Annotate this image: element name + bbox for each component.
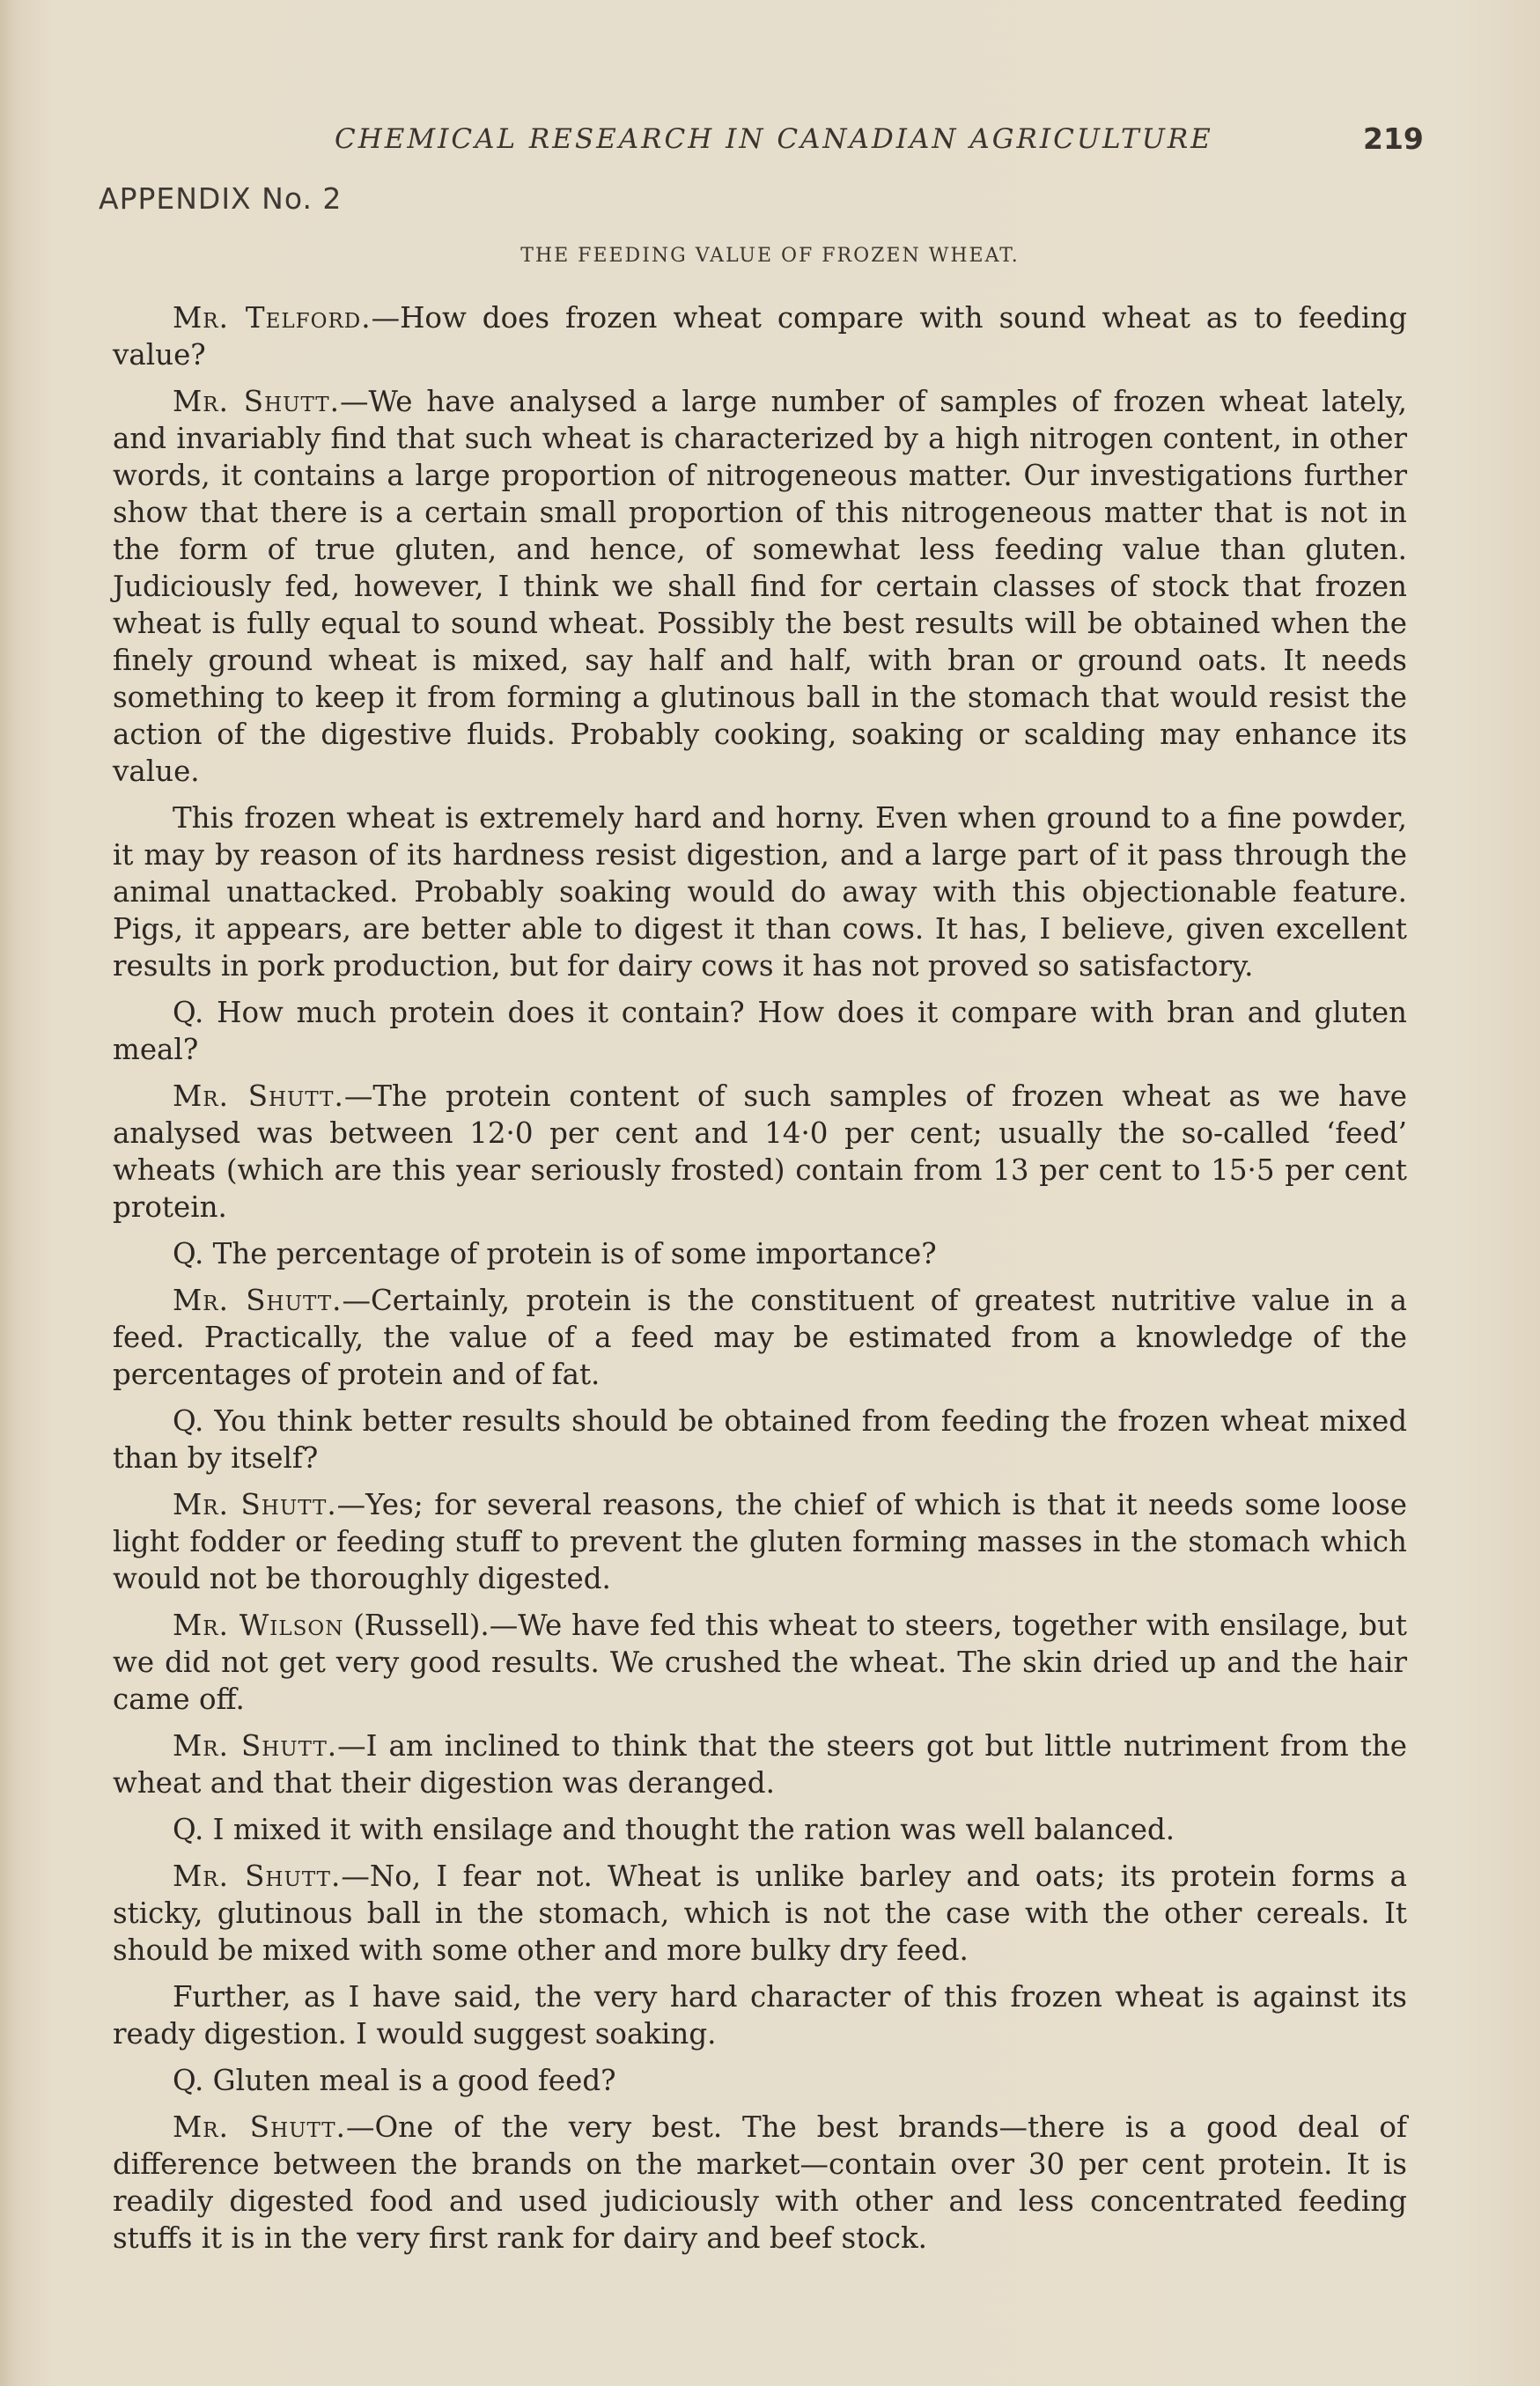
paragraph [113,1078,1407,1226]
section-title: THE FEEDING VALUE OF FROZEN WHEAT. [520,245,1020,267]
paragraph-text: Q. The percentage of protein is of some importance? [173,1237,937,1270]
paragraph-text: —I am inclined to think that the steers got but little nutriment from the wheat and that their digestion was deranged. [113,1729,1408,1800]
paragraph [113,1486,1407,1597]
paragraph-text: —No, I fear not. Wheat is unlike barley and oats; its protein forms a sticky, glutinous ball in the stomach, which is not the case with the other cereals. It should be mixed with some other and more bulky dry feed. [113,1859,1408,1967]
paragraph-text: Q. You think better results should be obtained from feeding the frozen wheat mixed than by itself? [113,1404,1407,1475]
paragraph-text: —Yes; for several reasons, the chief of which is that it needs some loose light fodder or feeding stuff to prevent the gluten forming masses in the stomach which would not be thoroughly digested. [113,1488,1407,1595]
paragraph-text: —The protein content of such samples of frozen wheat as we have analysed was between 12·0 per cent and 14·0 per cent; usually the so-called ‘feed’ wheats (which are this year seriously frosted) contain from 13 per cent to 15·5 per cent protein. [113,1079,1408,1224]
speaker-name: Mr. Shutt. [173,2110,346,2144]
body-text [113,299,1407,2266]
paragraph [113,1858,1407,1969]
page-number: 219 [1363,122,1424,156]
speaker-name: Mr. Shutt. [173,1729,338,1763]
paragraph-text: Q. Gluten meal is a good feed? [173,2064,616,2097]
speaker-name: Mr. Shutt. [173,1488,337,1521]
appendix-label: APPENDIX No. 2 [99,181,343,216]
speaker-name: Mr. Shutt. [173,1859,342,1893]
speaker-name: Mr. Telford. [173,301,372,335]
paragraph [113,2109,1407,2257]
paragraph [113,383,1407,790]
speaker-name: Mr. Shutt. [173,1284,343,1317]
paragraph [113,1282,1407,1393]
paragraph-text: This frozen wheat is extremely hard and horny. Even when ground to a fine powder, it may by reason of its hardness resist digestion, and a large part of it pass through the animal unattacked. Probably soaking would do away with this objectionable feature. Pigs, it appears, are better able to digest it than cows. It has, I believe, given excellent results in pork production, but for dairy cows it has not proved so satisfactory. [113,801,1407,983]
paragraph [113,2062,1407,2099]
paragraph [113,1978,1407,2052]
paragraph [113,1607,1407,1718]
paragraph-text: —How does frozen wheat compare with sound wheat as to feeding value? [113,301,1407,372]
paragraph [113,1811,1407,1848]
paragraph [113,1403,1407,1477]
speaker-name: Mr. Shutt. [173,385,340,418]
running-title: CHEMICAL RESEARCH IN CANADIAN AGRICULTURE [335,123,1213,155]
paragraph-text: —One of the very best. The best brands—there is a good deal of difference between the brands on the market—contain over 30 per cent protein. It is readily digested food and used judiciously with other and less concentrated feeding stuffs it is in the very first rank for dairy and beef stock. [113,2110,1407,2255]
paragraph [113,799,1407,984]
paragraph-text: —We have analysed a large number of samples of frozen wheat lately, and invariably find that such wheat is characterized by a high nitrogen content, in other words, it contains a large proportion of nitrogeneous matter. Our investigations further show that there is a certain small proportion of this nitrogeneous matter that is not in the form of true gluten, and hence, of somewhat less feeding value than gluten. Judiciously fed, however, I think we shall find for certain classes of stock that frozen wheat is fully equal to sound wheat. Possibly the best results will be obtained when the finely ground wheat is mixed, say half and half, with bran or ground oats. It needs something to keep it from forming a glutinous ball in the stomach that would resist the action of the digestive fluids. Probably cooking, soaking or scalding may enhance its value. [113,385,1407,788]
paragraph-text: Q. How much protein does it contain? How does it compare with bran and gluten meal? [113,996,1407,1066]
paragraph-text: Q. I mixed it with ensilage and thought the ration was well balanced. [173,1813,1175,1846]
paragraph [113,1235,1407,1272]
speaker-name: Mr. Wilson [173,1609,344,1642]
paragraph [113,299,1407,373]
speaker-name: Mr. Shutt. [173,1079,344,1113]
paragraph [113,1727,1407,1801]
paragraph [113,994,1407,1068]
paragraph-text: —Certainly, protein is the constituent of greatest nutritive value in a feed. Practically, the value of a feed may be estimated from a knowledge of the percentages of protein and of fat. [113,1284,1408,1391]
paragraph-text: (Russell).—We have fed this wheat to steers, together with ensilage, but we did not get very good results. We crushed the wheat. The skin dried up and the hair came off. [113,1609,1407,1716]
paragraph-text: Further, as I have said, the very hard character of this frozen wheat is against its ready digestion. I would suggest soaking. [113,1980,1407,2051]
